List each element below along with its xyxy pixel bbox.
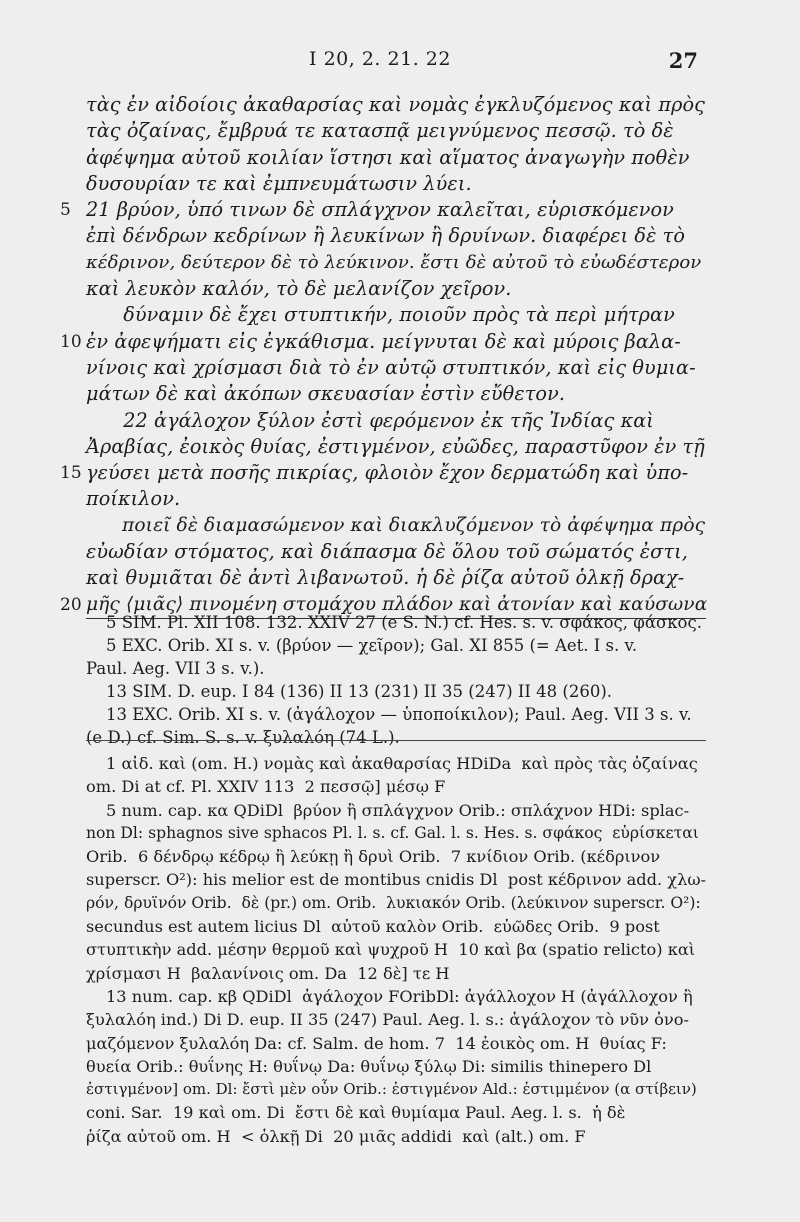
text-line bbox=[86, 513, 706, 539]
text-line bbox=[86, 302, 706, 328]
apparatus-line: στυπτικὴν add. μέσην θερμοῦ καὶ ψυχροῦ H 10 καὶ βα (spatio relicto) καὶ bbox=[86, 940, 696, 960]
line-text: δυσουρίαν τε καὶ ἐμπνευμάτωσιν λύει. bbox=[86, 171, 472, 195]
line-text: τὰς ἐν αἰδοίοις ἀκαθαρσίας καὶ νομὰς ἐγκλυζόμενος καὶ πρὸς bbox=[86, 93, 705, 116]
text-line bbox=[86, 486, 706, 512]
testimonia-line: 13 EXC. Orib. XI s. v. (ἀγάλοχον — ὑποποίκιλον); Paul. Aeg. VII 3 s. v. bbox=[106, 705, 692, 724]
apparatus-line: secundus est autem licius Dl αὐτοῦ καλὸν Orib. εὐῶδες Orib. 9 post bbox=[86, 917, 660, 937]
line-text: ἀφέψημα αὐτοῦ κοιλίαν ἵστησι καὶ αἵματος ἀναγωγὴν ποθὲν bbox=[86, 145, 690, 169]
line-text: ποίκιλον. bbox=[86, 487, 181, 511]
text-line bbox=[86, 355, 706, 381]
apparatus-line: ξυλαλόη ind.) Di D. eup. II 35 (247) Paul. Aeg. l. s.: ἀγάλοχον τὸ νῦν ὀνο- bbox=[86, 1010, 689, 1030]
line-text: 22 ἀγάλοχον ξύλον ἐστὶ φερόμενον ἐκ τῆς Ἰνδίας καὶ bbox=[86, 408, 654, 432]
page-header bbox=[0, 48, 800, 78]
line-number: 5 bbox=[60, 200, 71, 221]
testimonia-line: 5 SIM. Pl. XII 108. 132. XXIV 27 (e S. N.) cf. Hes. s. v. σφάκος, φάσκος. bbox=[106, 613, 702, 632]
apparatus-line: θυεία Orib.: θυΐνης H: θυΐνῳ Da: θυΐνῳ ξύλῳ Di: similis thinepero Dl bbox=[86, 1056, 652, 1076]
line-text: νίνοις καὶ χρίσμασι διὰ τὸ ἐν αὐτῷ στυπτικόν, καὶ εἰς θυμια- bbox=[86, 355, 696, 379]
apparatus-divider bbox=[86, 740, 706, 741]
apparatus-line: ῥίζα αὐτοῦ om. H < ὁλκῇ Di 20 μιᾶς addidi καὶ (alt.) om. F bbox=[86, 1126, 586, 1146]
apparatus-line: 1 αἰδ. καὶ (om. H.) νομὰς καὶ ἀκαθαρσίας HDiDa καὶ πρὸς τὰς ὀζαίνας bbox=[106, 754, 698, 773]
line-text: εὐωδίαν στόματος, καὶ διάπασμα δὲ ὅλου τοῦ σώματός ἐστι, bbox=[86, 540, 688, 564]
line-text: μάτων δὲ καὶ ἀκόπων σκευασίαν ἐστὶν εὔθετον. bbox=[86, 382, 566, 406]
line-text: Ἀραβίας, ἐοικὸς θυίας, ἐστιγμένον, εὐῶδες, παραστῦφον ἐν τῇ bbox=[86, 434, 705, 458]
apparatus-line: om. Di at cf. Pl. XXIV 113 2 πεσσῷ] μέσῳ F bbox=[86, 777, 446, 797]
line-text: ἐν ἀφεψήματι εἰς ἐγκάθισμα. μείγνυται δὲ καὶ μύροις βαλα- bbox=[86, 329, 681, 353]
text-line bbox=[86, 539, 706, 565]
line-text: κέδρινον, δεύτερον δὲ τὸ λεύκινον. ἔστι δὲ αὐτοῦ τὸ εὐωδέστερον bbox=[86, 251, 702, 273]
text-line bbox=[60, 329, 706, 355]
page-number: 27 bbox=[668, 48, 698, 73]
line-text: ποιεῖ δὲ διαμασώμενον καὶ διακλυζόμενον τὸ ἀφέψημα πρὸς bbox=[86, 514, 706, 536]
running-head: I 20, 2. 21. 22 bbox=[309, 48, 451, 70]
line-text: δύναμιν δὲ ἔχει στυπτικήν, ποιοῦν πρὸς τὰ περὶ μήτραν bbox=[86, 303, 675, 327]
testimonia-line: 13 SIM. D. eup. I 84 (136) II 13 (231) II 35 (247) II 48 (260). bbox=[106, 682, 613, 701]
line-text: καὶ λευκὸν καλόν, τὸ δὲ μελανίζον χεῖρον. bbox=[86, 277, 512, 301]
line-number: 20 bbox=[60, 594, 82, 615]
text-line bbox=[86, 434, 706, 460]
testimonia-line: (e D.) cf. Sim. S. s. v. ξυλαλόη (74 L.). bbox=[86, 728, 400, 747]
apparatus-line: μαζόμενον ξυλαλόη Da: cf. Salm. de hom. 7 14 ἐοικὸς om. H θυίας F: bbox=[86, 1033, 667, 1053]
text-line bbox=[86, 145, 706, 171]
line-number: 15 bbox=[60, 463, 82, 484]
text-line bbox=[86, 223, 706, 249]
apparatus-line: coni. Sar. 19 καὶ om. Di ἔστι δὲ καὶ θυμίαμα Paul. Aeg. l. s. ἡ δὲ bbox=[86, 1103, 626, 1123]
text-line bbox=[60, 460, 706, 486]
line-number: 10 bbox=[60, 331, 82, 352]
testimonia-block bbox=[86, 611, 706, 749]
testimonia-line: Paul. Aeg. VII 3 s. v.). bbox=[86, 659, 265, 678]
text-line bbox=[86, 381, 706, 407]
text-line bbox=[86, 565, 706, 591]
text-line bbox=[86, 276, 706, 302]
text-line bbox=[86, 250, 706, 276]
line-text: καὶ θυμιᾶται δὲ ἀντὶ λιβανωτοῦ. ἡ δὲ ῥίζα αὐτοῦ ὁλκῇ δραχ- bbox=[86, 566, 685, 590]
text-line bbox=[86, 171, 706, 197]
main-greek-text bbox=[60, 92, 708, 619]
testimonia-line: 5 EXC. Orib. XI s. v. (βρύον — χεῖρον); Gal. XI 855 (= Aet. I s. v. bbox=[106, 636, 638, 655]
apparatus-line: ἐστιγμένον] om. Dl: ἔστὶ μὲν οὖν Orib.: ἐστιγμένον Ald.: ἐστιμμένον (α στίβειν) bbox=[86, 1080, 697, 1099]
text-line bbox=[60, 197, 706, 223]
text-line bbox=[86, 408, 706, 434]
line-text: 21 βρύον, ὑπό τινων δὲ σπλάγχνον καλεῖται, εὑρισκόμενον bbox=[86, 198, 674, 222]
critical-apparatus bbox=[86, 752, 706, 1148]
apparatus-line: non Dl: sphagnos sive sphacos Pl. l. s. cf. Gal. l. s. Hes. s. σφάκος εὑρίσκεται bbox=[86, 823, 699, 842]
apparatus-line: 13 num. cap. κβ QDiDl ἀγάλοχον FOribDl: ἀγάλλοχον H (ἀγάλλοχον ἢ bbox=[106, 986, 693, 1006]
text-line bbox=[86, 92, 706, 118]
line-text: γεύσει μετὰ ποσῆς πικρίας, φλοιὸν ἔχον δερματώδη καὶ ὑπο- bbox=[86, 461, 689, 485]
line-text: μῆς ⟨μιᾶς⟩ πινομένη στομάχου πλάδον καὶ ἀτονίαν καὶ καύσωνα bbox=[86, 593, 708, 615]
line-text: ἐπὶ δένδρων κεδρίνων ἢ λευκίνων ἢ δρυίνων. διαφέρει δὲ τὸ bbox=[86, 224, 686, 248]
text-line bbox=[86, 118, 706, 144]
apparatus-line: superscr. O²): his melior est de montibus cnidis Dl post κέδρινον add. χλω- bbox=[86, 870, 707, 890]
apparatus-line: χρίσμασι H βαλανίνοις om. Da 12 δὲ] τε H bbox=[86, 963, 450, 983]
apparatus-line: Orib. 6 δένδρῳ κέδρῳ ἢ λεύκῃ ἢ δρυὶ Orib. 7 κνίδιον Orib. (κέδρινον bbox=[86, 847, 661, 867]
line-text: τὰς ὀζαίνας, ἔμβρυά τε κατασπᾷ μειγνύμενος πεσσῷ. τὸ δὲ bbox=[86, 119, 674, 143]
apparatus-line: 5 num. cap. κα QDiDl βρύον ἢ σπλάγχνον Orib.: σπλάχνον HDi: splac- bbox=[106, 800, 690, 820]
apparatus-line: ρόν, δρυϊνόν Orib. δὲ (pr.) om. Orib. λυκιακόν Orib. (λεύκινον superscr. O²): bbox=[86, 893, 701, 912]
